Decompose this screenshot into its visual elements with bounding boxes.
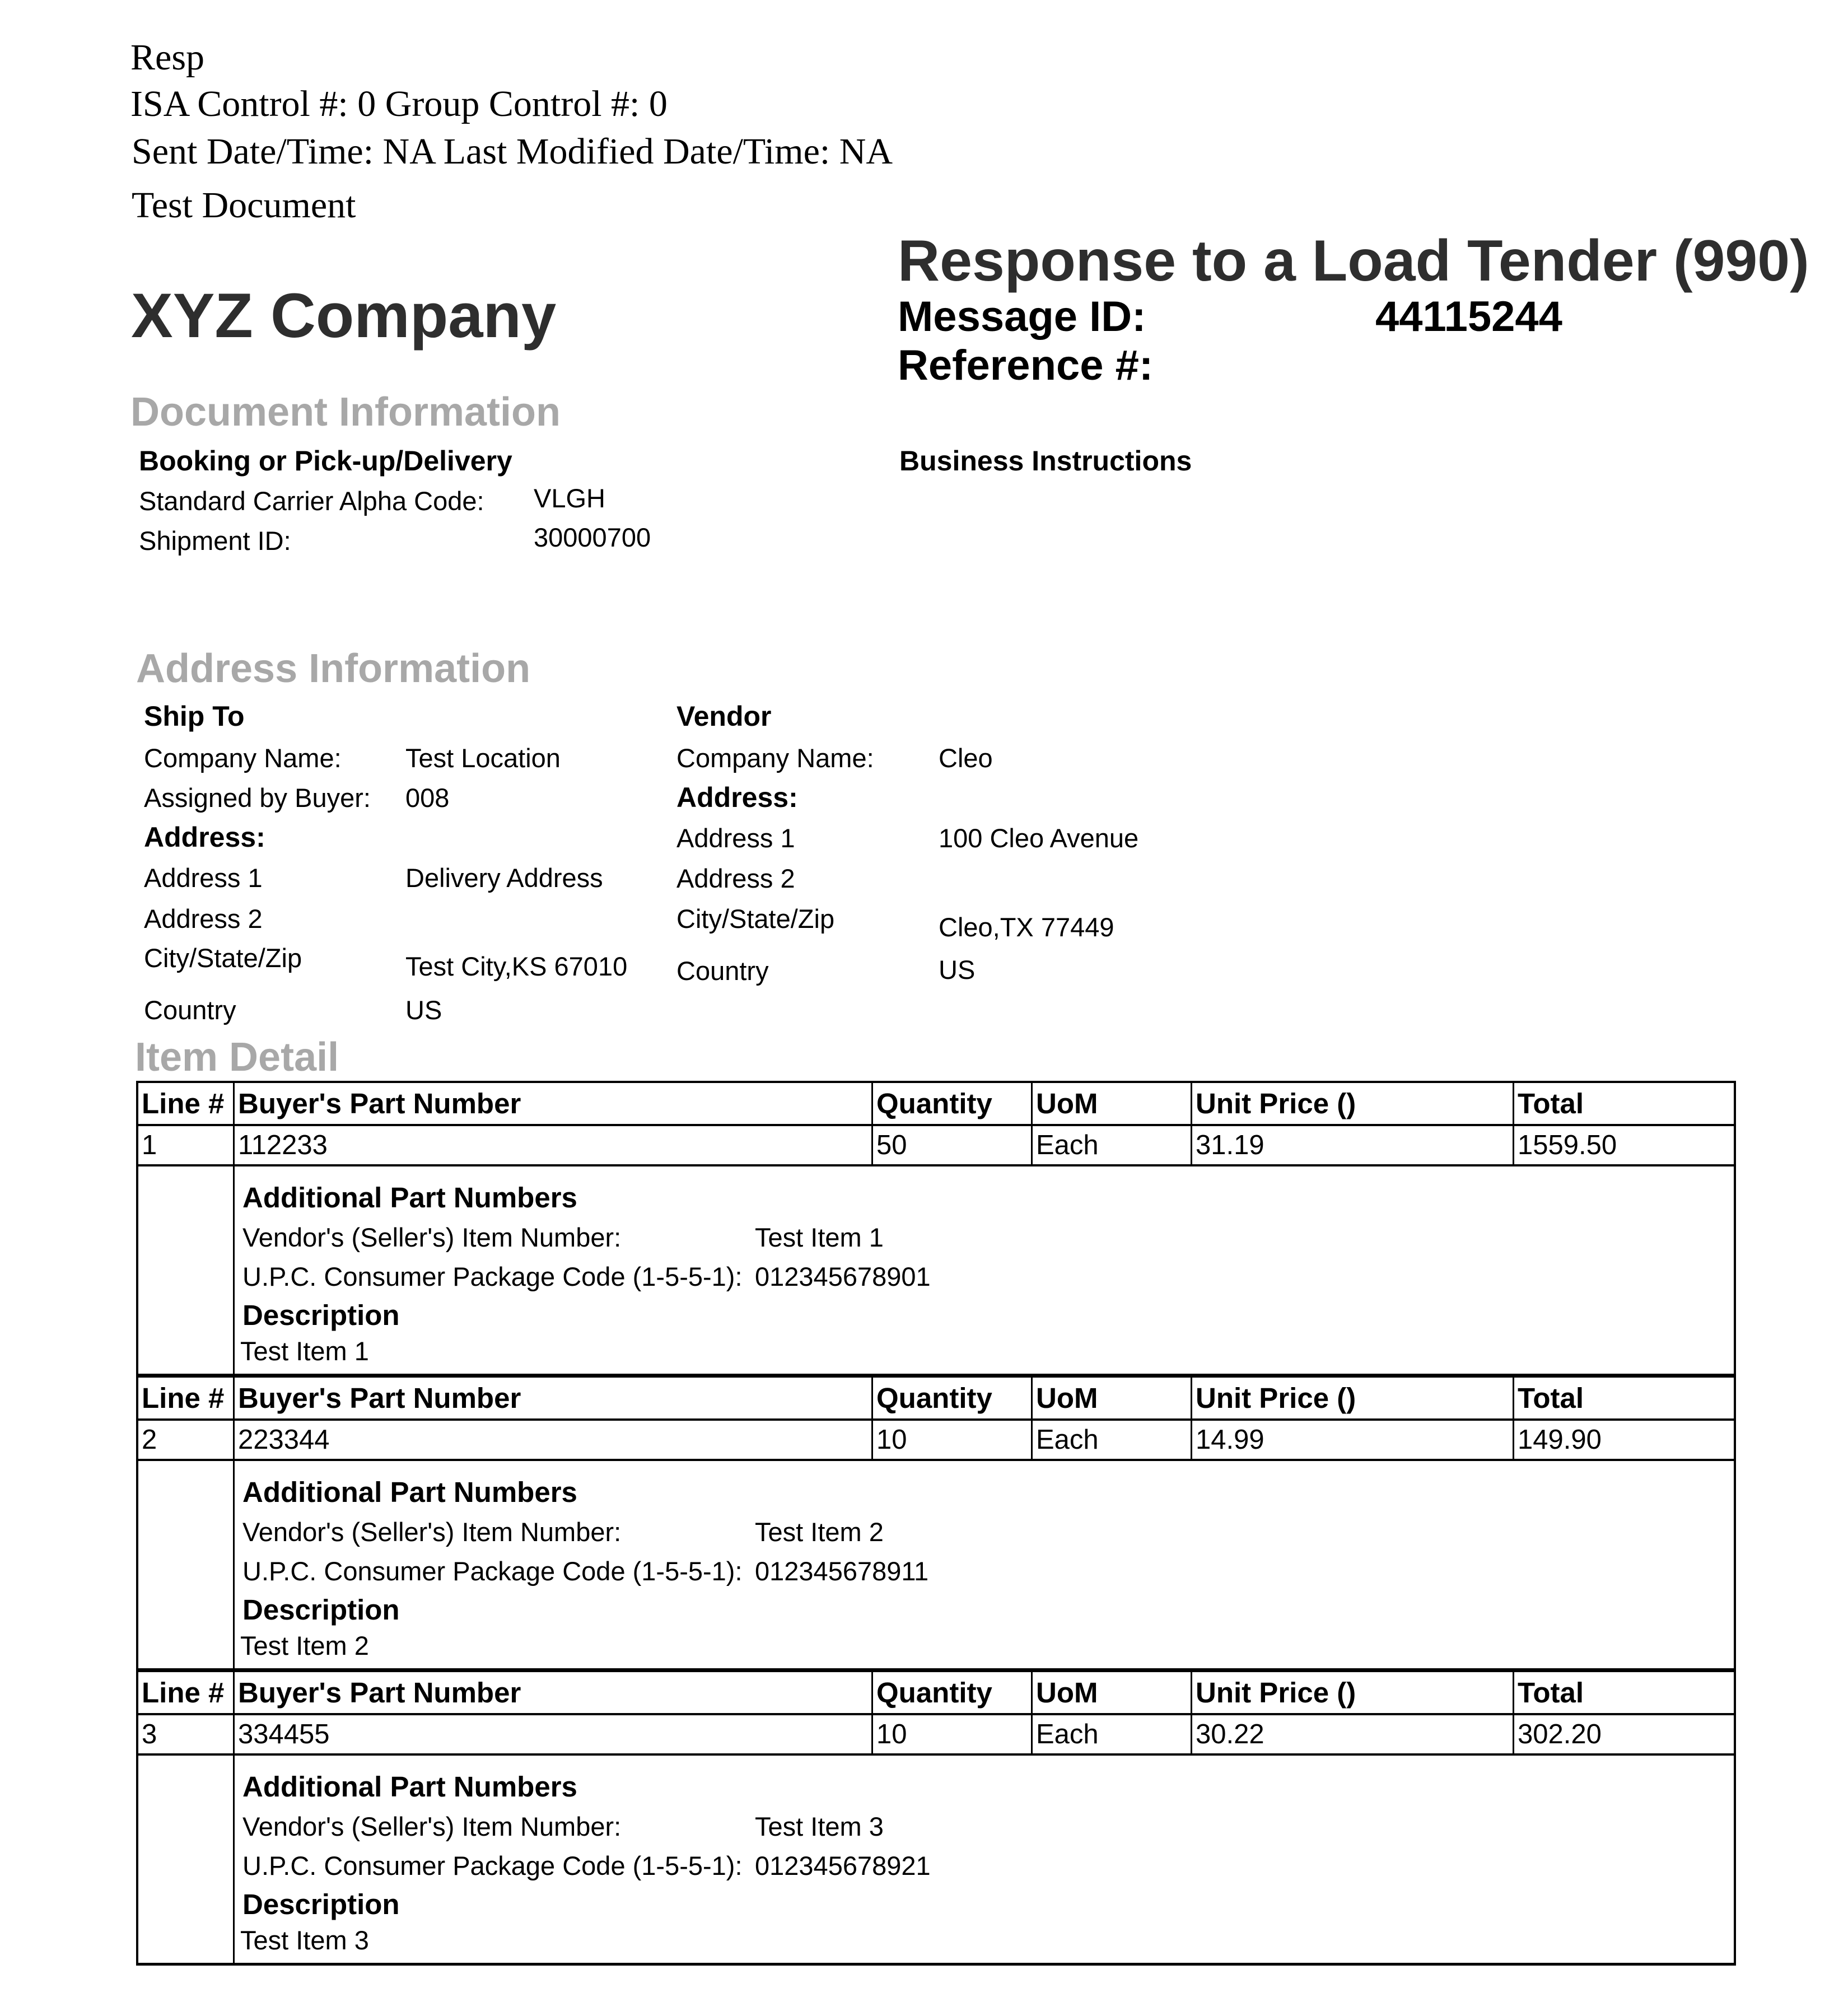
item-detail-row xyxy=(138,1166,1734,1374)
vendor-item-number-label: Vendor's (Seller's) Item Number: xyxy=(242,1222,622,1252)
col-header-line: Line # xyxy=(138,1672,235,1713)
upc-value: 012345678901 xyxy=(755,1262,931,1291)
company-name: XYZ Company xyxy=(131,281,557,351)
vendor-city-label: City/State/Zip xyxy=(676,904,835,934)
ship-to-company-label: Company Name: xyxy=(144,743,342,773)
ship-to-city-value: Test City,KS 67010 xyxy=(405,951,628,981)
cell-buyers-part: 223344 xyxy=(235,1421,873,1459)
ship-to-address1-value: Delivery Address xyxy=(405,863,603,893)
cell-total: 1559.50 xyxy=(1518,1130,1617,1160)
item-detail-row xyxy=(138,1756,1734,1963)
table-row xyxy=(138,1421,1734,1461)
vendor-country-label: Country xyxy=(676,956,769,986)
vendor-country-value: US xyxy=(939,955,976,984)
section-title-document-information: Document Information xyxy=(130,390,561,435)
item-detail-row xyxy=(138,1461,1734,1668)
cell-total: 302.20 xyxy=(1518,1719,1602,1749)
vendor-city-value: Cleo,TX 77449 xyxy=(939,912,1114,942)
description-value: Test Item 3 xyxy=(240,1925,369,1955)
vendor-item-number-label: Vendor's (Seller's) Item Number: xyxy=(242,1812,622,1841)
cell-unit-price: 14.99 xyxy=(1192,1421,1514,1459)
col-header-buyers-part: Buyer's Part Number xyxy=(235,1083,873,1124)
vendor-item-number-value: Test Item 2 xyxy=(755,1517,884,1547)
business-instructions-heading: Business Instructions xyxy=(899,445,1192,477)
section-title-item-detail: Item Detail xyxy=(135,1035,339,1080)
description-heading: Description xyxy=(242,1594,400,1626)
vendor-address2-label: Address 2 xyxy=(676,864,795,893)
ship-to-company-value: Test Location xyxy=(405,743,561,773)
ship-to-heading: Ship To xyxy=(144,701,245,732)
ship-to-address-heading: Address: xyxy=(144,822,265,853)
detail-content xyxy=(235,1756,1734,1963)
detail-spacer xyxy=(138,1166,235,1374)
ship-to-city-label: City/State/Zip xyxy=(144,943,302,973)
item-block xyxy=(136,1374,1736,1668)
scac-label: Standard Carrier Alpha Code: xyxy=(139,486,484,516)
cell-uom: Each xyxy=(1033,1421,1192,1459)
col-header-buyers-part: Buyer's Part Number xyxy=(235,1378,873,1418)
scac-value: VLGH xyxy=(534,483,605,513)
col-header-quantity: Quantity xyxy=(873,1378,1033,1418)
section-title-address-information: Address Information xyxy=(136,646,531,691)
col-header-unit-price: Unit Price () xyxy=(1192,1378,1514,1418)
message-id-label: Message ID: xyxy=(898,293,1146,340)
cell-buyers-part: 112233 xyxy=(235,1126,873,1164)
col-header-uom: UoM xyxy=(1033,1672,1192,1713)
ship-to-country-label: Country xyxy=(144,995,236,1025)
document-title: Response to a Load Tender (990) xyxy=(898,228,1809,293)
description-heading: Description xyxy=(242,1888,400,1920)
detail-content xyxy=(235,1166,1734,1374)
additional-part-numbers-heading: Additional Part Numbers xyxy=(242,1476,577,1508)
table-header-row xyxy=(138,1672,1734,1715)
cell-uom: Each xyxy=(1033,1126,1192,1164)
col-header-line: Line # xyxy=(138,1083,235,1124)
control-numbers: ISA Control #: 0 Group Control #: 0 xyxy=(130,83,668,124)
col-header-total: Total xyxy=(1518,1088,1584,1119)
table-header-row xyxy=(138,1378,1734,1421)
ship-to-country-value: US xyxy=(405,995,442,1025)
table-header-row xyxy=(138,1083,1734,1126)
additional-part-numbers-heading: Additional Part Numbers xyxy=(242,1182,577,1214)
cell-quantity: 10 xyxy=(873,1715,1033,1753)
ship-to-address1-label: Address 1 xyxy=(144,863,263,893)
col-header-total: Total xyxy=(1518,1677,1584,1709)
cell-quantity: 50 xyxy=(873,1126,1033,1164)
cell-line: 2 xyxy=(138,1421,235,1459)
upc-value: 012345678911 xyxy=(755,1556,929,1586)
upc-value: 012345678921 xyxy=(755,1851,931,1880)
additional-part-numbers-heading: Additional Part Numbers xyxy=(242,1771,577,1803)
description-value: Test Item 2 xyxy=(240,1631,369,1660)
vendor-heading: Vendor xyxy=(676,701,772,732)
cell-quantity: 10 xyxy=(873,1421,1033,1459)
cell-uom: Each xyxy=(1033,1715,1192,1753)
item-block xyxy=(136,1081,1736,1374)
document-type-short: Resp xyxy=(130,37,204,78)
vendor-address1-label: Address 1 xyxy=(676,823,795,853)
col-header-total: Total xyxy=(1518,1382,1584,1414)
upc-label: U.P.C. Consumer Package Code (1-5-5-1): xyxy=(242,1851,743,1880)
upc-label: U.P.C. Consumer Package Code (1-5-5-1): xyxy=(242,1556,743,1586)
table-row xyxy=(138,1715,1734,1756)
vendor-company-label: Company Name: xyxy=(676,743,874,773)
cell-line: 3 xyxy=(138,1715,235,1753)
detail-spacer xyxy=(138,1461,235,1668)
test-document-flag: Test Document xyxy=(132,185,356,226)
cell-total: 149.90 xyxy=(1518,1425,1602,1455)
description-value: Test Item 1 xyxy=(240,1336,369,1366)
message-id-value: 44115244 xyxy=(1375,293,1562,340)
upc-label: U.P.C. Consumer Package Code (1-5-5-1): xyxy=(242,1262,743,1291)
vendor-item-number-value: Test Item 1 xyxy=(755,1222,884,1252)
item-block xyxy=(136,1668,1736,1966)
item-detail-table xyxy=(136,1081,1736,1966)
vendor-address1-value: 100 Cleo Avenue xyxy=(939,823,1139,853)
vendor-item-number-label: Vendor's (Seller's) Item Number: xyxy=(242,1517,622,1547)
col-header-uom: UoM xyxy=(1033,1378,1192,1418)
vendor-company-value: Cleo xyxy=(939,743,993,773)
shipment-id-label: Shipment ID: xyxy=(139,526,291,556)
shipment-id-value: 30000700 xyxy=(534,522,651,552)
reference-label: Reference #: xyxy=(898,342,1154,389)
ship-to-assigned-value: 008 xyxy=(405,783,450,813)
cell-line: 1 xyxy=(138,1126,235,1164)
col-header-quantity: Quantity xyxy=(873,1672,1033,1713)
table-row xyxy=(138,1126,1734,1166)
ship-to-assigned-label: Assigned by Buyer: xyxy=(144,783,371,813)
col-header-uom: UoM xyxy=(1033,1083,1192,1124)
col-header-unit-price: Unit Price () xyxy=(1192,1672,1514,1713)
vendor-item-number-value: Test Item 3 xyxy=(755,1812,884,1841)
detail-content xyxy=(235,1461,1734,1668)
booking-heading: Booking or Pick-up/Delivery xyxy=(139,445,512,477)
col-header-buyers-part: Buyer's Part Number xyxy=(235,1672,873,1713)
cell-unit-price: 30.22 xyxy=(1192,1715,1514,1753)
col-header-unit-price: Unit Price () xyxy=(1192,1083,1514,1124)
ship-to-address2-label: Address 2 xyxy=(144,904,263,934)
vendor-address-heading: Address: xyxy=(676,782,798,813)
description-heading: Description xyxy=(242,1299,400,1331)
cell-buyers-part: 334455 xyxy=(235,1715,873,1753)
detail-spacer xyxy=(138,1756,235,1963)
col-header-line: Line # xyxy=(138,1378,235,1418)
col-header-quantity: Quantity xyxy=(873,1083,1033,1124)
cell-unit-price: 31.19 xyxy=(1192,1126,1514,1164)
sent-modified-dates: Sent Date/Time: NA Last Modified Date/Time: NA xyxy=(132,131,893,172)
